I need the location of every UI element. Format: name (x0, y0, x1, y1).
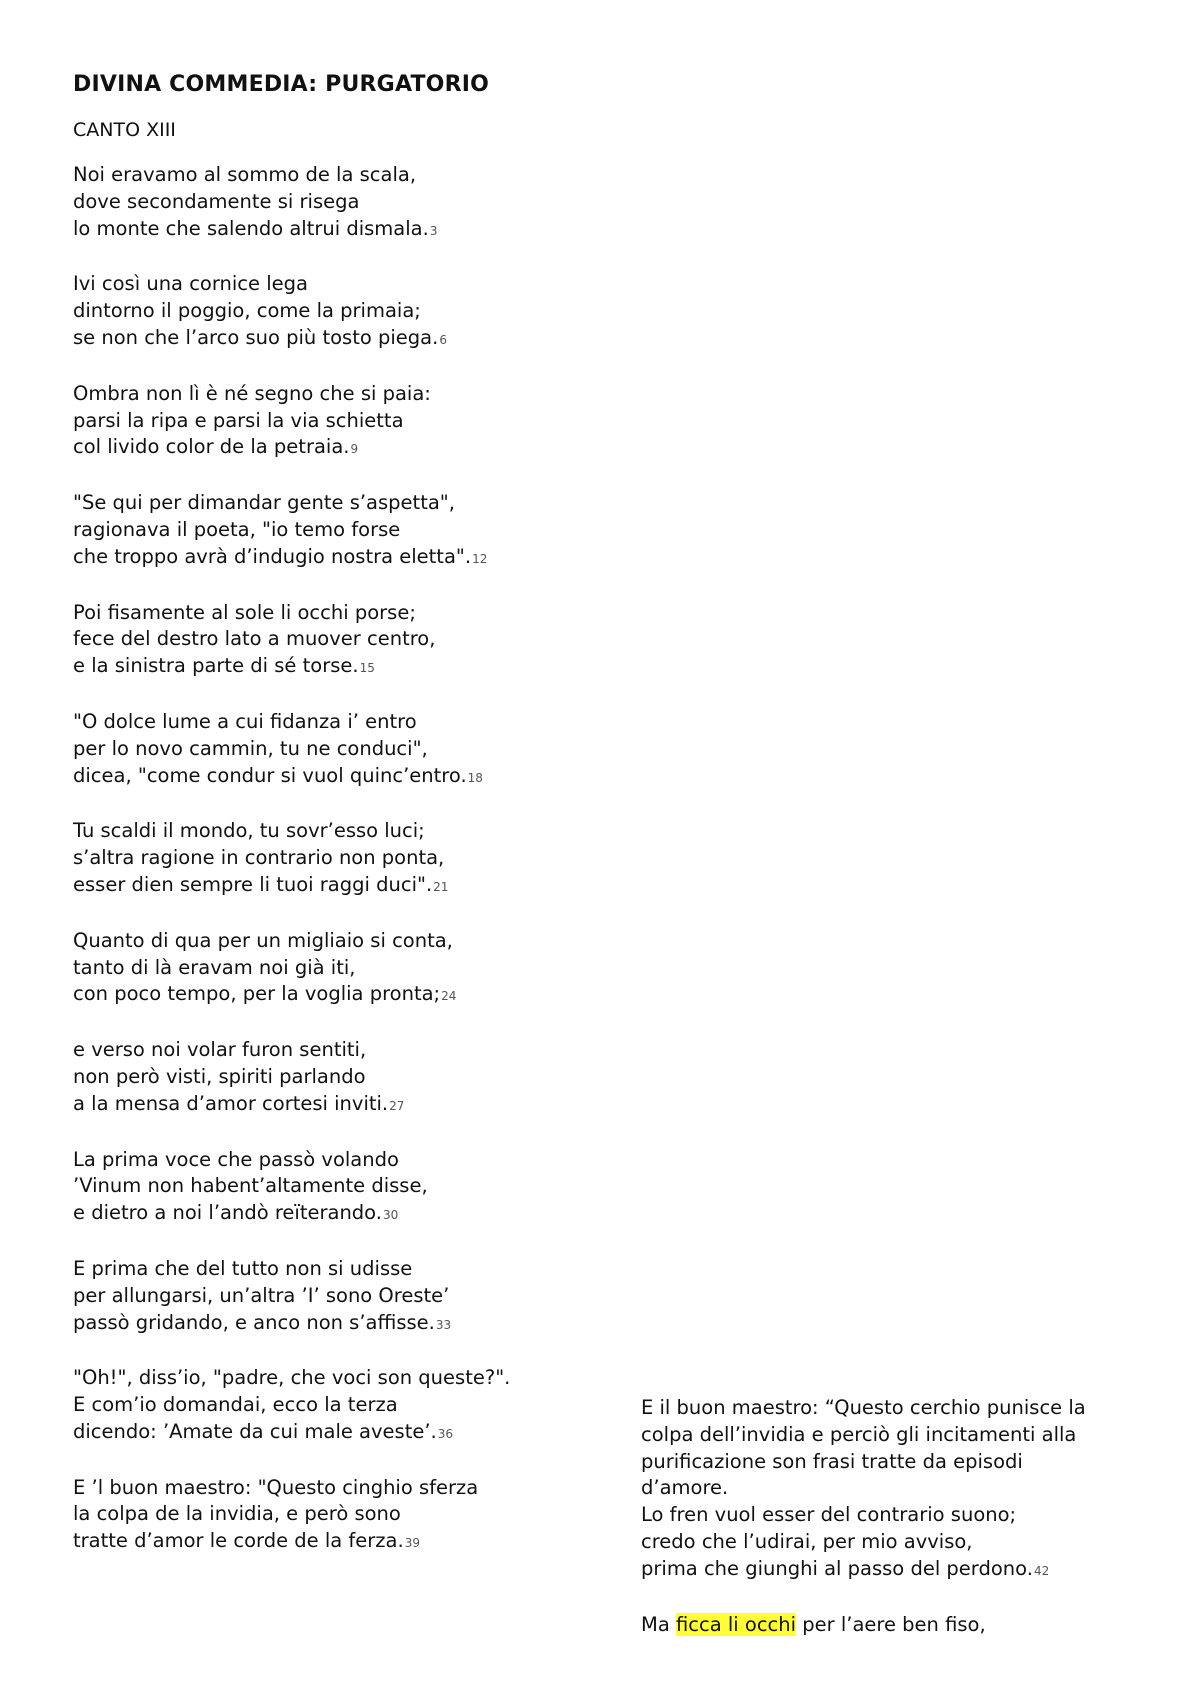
verse-text: passò gridando, e anco non s’affisse. (73, 1310, 435, 1334)
stanza (73, 928, 613, 1010)
line-number: 33 (435, 1317, 452, 1332)
verse-line (73, 981, 613, 1010)
note-line: purificazione son frasi tratte da episodi (641, 1449, 1023, 1473)
verse-line (73, 1475, 613, 1502)
verse-text: dove secondamente si risega (73, 189, 360, 213)
verse-text: la colpa de la invidia, e però sono (73, 1502, 401, 1526)
verse-line (73, 872, 613, 901)
verse-line (73, 653, 613, 682)
line-number: 18 (467, 770, 483, 785)
verse-text: Quanto di qua per un migliaio si conta, (73, 928, 453, 952)
verse-text: con poco tempo, per la voglia pronta; (73, 982, 441, 1006)
verse-line (73, 1310, 613, 1339)
verse-line (73, 490, 613, 517)
verse-line (73, 709, 613, 736)
verse-text: e la sinistra parte di sé torse. (73, 654, 359, 678)
verse-text: La prima voce che passò volando (73, 1147, 399, 1171)
line-number: 9 (350, 442, 359, 457)
stanza (73, 162, 613, 244)
verse-text: col livido color de la petraia. (73, 435, 350, 459)
verse-text: a la mensa d’amor cortesi inviti. (73, 1091, 389, 1115)
line-number: 15 (359, 661, 375, 676)
verse-text: Ma (641, 1612, 676, 1636)
verse-line (73, 434, 613, 463)
verse-text: per allungarsi, un’altra ’I’ sono Oreste’ (73, 1283, 450, 1307)
verse-text: Noi eravamo al sommo de la scala, (73, 163, 417, 186)
note-line: E il buon maestro: “Questo cerchio punisce la (641, 1396, 1086, 1419)
verse-text: E com’io domandai, ecco la terza (73, 1393, 398, 1417)
verse-line (73, 1283, 613, 1310)
stanza (73, 271, 613, 353)
verse-text: e verso noi volar furon sentiti, (73, 1038, 367, 1062)
verse-text: "O dolce lume a cui fidanza i’ entro (73, 709, 417, 733)
verse-line (73, 626, 613, 653)
verse-line (73, 1173, 613, 1200)
verse-line (73, 1147, 613, 1174)
verse-line (73, 1200, 613, 1229)
line-number: 30 (382, 1208, 399, 1223)
line-number: 24 (441, 989, 457, 1004)
verse-line (641, 1612, 1161, 1639)
verse-line (73, 325, 613, 354)
line-number: 6 (439, 332, 447, 347)
verse-line (73, 1091, 613, 1120)
verse-line (73, 216, 613, 245)
stanza (73, 709, 613, 791)
verse-line: Lo fren vuol esser del contrario suono; (641, 1503, 1017, 1527)
stanza (73, 600, 613, 682)
verse-text: non però visti, spiriti parlando (73, 1064, 366, 1088)
verse-text: Ivi così una cornice lega (73, 272, 308, 296)
verse-text: e dietro a noi l’andò reïterando. (73, 1201, 382, 1225)
verse-line (73, 955, 613, 982)
line-number: 42 (1033, 1563, 1050, 1578)
verse-text: s’altra ragione in contrario non ponta, (73, 846, 445, 870)
verse-line (73, 162, 613, 189)
verse-line (73, 189, 613, 216)
verse-text: "Oh!", diss’io, "padre, che voci son queste?". (73, 1366, 511, 1390)
verse-line (73, 1037, 613, 1064)
verse-line (73, 1501, 613, 1528)
verse-text: Poi fisamente al sole li occhi porse; (73, 600, 416, 624)
line-number: 3 (429, 223, 438, 238)
stanza (641, 1612, 1161, 1639)
line-number: 27 (389, 1098, 405, 1113)
line-number: 21 (433, 879, 449, 894)
verse-line (73, 1365, 613, 1392)
stanza (73, 381, 613, 463)
verse-text: fece del destro lato a muover centro, (73, 627, 436, 651)
verse-text: per lo novo cammin, tu ne conduci", (73, 736, 428, 760)
verse-text: prima che giunghi al passo del perdono. (641, 1556, 1033, 1580)
verse-text: se non che l’arco suo più tosto piega. (73, 325, 439, 349)
verse-line (73, 600, 613, 627)
verse-text: Ombra non lì è né segno che si paia: (73, 381, 431, 405)
verse-text: che troppo avrà d’indugio nostra eletta". (73, 544, 472, 568)
verse-text: per l’aere ben fiso, (796, 1612, 986, 1636)
verse-line (73, 381, 613, 408)
verse-line (73, 928, 613, 955)
verse-text: lo monte che salendo altrui dismala. (73, 216, 429, 240)
canto-heading: CANTO XIII (73, 119, 176, 141)
stanza (73, 1256, 613, 1338)
verse-line (73, 408, 613, 435)
document-title: DIVINA COMMEDIA: PURGATORIO (73, 72, 489, 97)
verse-line (73, 1419, 613, 1448)
stanza (73, 1037, 613, 1119)
verse-text: Tu scaldi il mondo, tu sovr’esso luci; (73, 819, 425, 843)
line-number: 12 (472, 551, 488, 566)
line-number: 36 (437, 1426, 454, 1441)
verse-line (73, 845, 613, 872)
verse-text: E prima che del tutto non si udisse (73, 1256, 413, 1280)
verse-line (73, 1064, 613, 1091)
verse-text: dintorno il poggio, come la primaia; (73, 299, 421, 323)
verse-line (73, 271, 613, 298)
note-line: d’amore. (641, 1476, 729, 1500)
stanza (73, 818, 613, 900)
verse-text: ’Vinum non habent’altamente disse, (73, 1174, 428, 1198)
verse-line (73, 763, 613, 792)
verse-line (73, 298, 613, 325)
stanza (73, 1147, 613, 1229)
verse-line: credo che l’udirai, per mio avviso, (641, 1529, 973, 1553)
verse-line (73, 1392, 613, 1419)
stanza (73, 1365, 613, 1447)
verse-line (73, 818, 613, 845)
verse-line (73, 1256, 613, 1283)
stanza (73, 1475, 613, 1557)
verse-text: tratte d’amor le corde de la ferza. (73, 1529, 404, 1553)
verse-line (73, 544, 613, 573)
left-column (73, 162, 613, 1584)
stanza (73, 490, 613, 572)
verse-text: "Se qui per dimandar gente s’aspetta", (73, 491, 455, 515)
verse-text: dicendo: ’Amate da cui male aveste’. (73, 1419, 437, 1443)
verse-line (73, 736, 613, 763)
verse-text: tanto di là eravam noi già iti, (73, 955, 356, 979)
commentary-note (641, 1395, 1161, 1502)
verse-text: dicea, "come condur si vuol quinc’entro. (73, 763, 467, 787)
verse-line (73, 517, 613, 544)
stanza (641, 1502, 1161, 1584)
verse-line (73, 1528, 613, 1557)
verse-text: parsi la ripa e parsi la via schietta (73, 408, 404, 432)
verse-line (641, 1556, 1161, 1585)
verse-text: E ’l buon maestro: "Questo cinghio sferza (73, 1475, 479, 1499)
right-column (641, 1395, 1161, 1665)
verse-text: esser dien sempre li tuoi raggi duci". (73, 872, 433, 896)
highlighted-text: ficca li occhi (675, 1612, 797, 1636)
verse-text: ragionava il poeta, "io temo forse (73, 517, 401, 541)
line-number: 39 (404, 1536, 420, 1551)
note-line: colpa dell’invidia e perciò gli incitamenti alla (641, 1422, 1077, 1446)
